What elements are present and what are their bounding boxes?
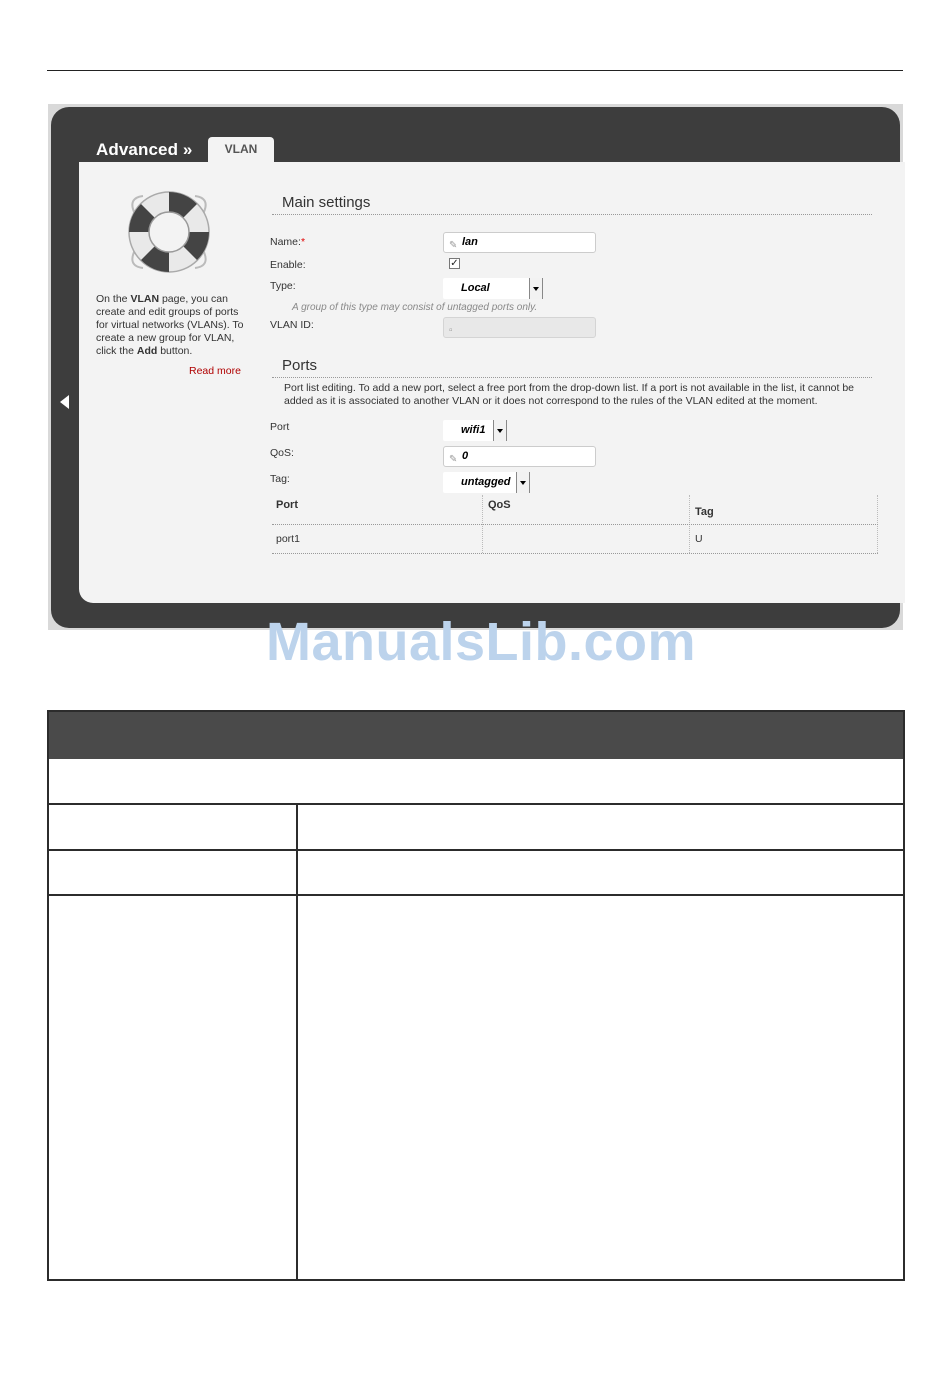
help-text-part: On the bbox=[96, 293, 131, 305]
table-row-border bbox=[49, 803, 903, 805]
content-panel bbox=[79, 162, 905, 603]
tag-label: Tag: bbox=[270, 473, 290, 485]
qos-input-value: 0 bbox=[462, 450, 469, 462]
port-label: Port bbox=[270, 421, 290, 433]
name-input[interactable] bbox=[443, 232, 596, 253]
table-column-border bbox=[296, 803, 298, 1281]
qos-label: QoS: bbox=[270, 447, 294, 459]
qos-input[interactable] bbox=[443, 446, 596, 467]
name-label bbox=[270, 236, 305, 248]
enable-label: Enable: bbox=[270, 259, 306, 271]
name-label-text: Name: bbox=[270, 236, 301, 248]
pencil-icon: ✎ bbox=[449, 454, 458, 465]
breadcrumb-advanced[interactable]: Advanced » bbox=[96, 140, 193, 159]
ports-description: Port list editing. To add a new port, select a free port from the drop-down list. If a port is not available in the list, it cannot be added as it is associated to another VLAN or it does not correspond to the rules of the VLAN edited at the moment. bbox=[284, 382, 855, 407]
window-frame bbox=[51, 107, 900, 628]
help-text-part: page, you can create and edit groups of ports for virtual networks (VLANs). To create a new group for VLAN, click the bbox=[96, 293, 244, 357]
table-header-tag: Tag bbox=[695, 506, 714, 518]
read-more-link[interactable]: Read more bbox=[189, 365, 241, 377]
watermark: ManualsLib.com bbox=[266, 612, 697, 672]
parameters-table bbox=[47, 710, 905, 1281]
chevron-down-icon bbox=[516, 472, 530, 493]
port-select[interactable] bbox=[443, 420, 507, 441]
table-row-divider bbox=[272, 553, 878, 554]
table-row-divider bbox=[272, 524, 878, 525]
tag-select[interactable] bbox=[443, 472, 530, 493]
section-divider bbox=[272, 377, 872, 378]
vlan-id-input[interactable] bbox=[443, 317, 596, 338]
type-select[interactable] bbox=[443, 278, 543, 299]
section-divider bbox=[272, 214, 872, 215]
table-cell-port: port1 bbox=[276, 533, 300, 545]
enable-checkbox[interactable]: ✓ bbox=[450, 258, 459, 269]
main-settings-title: Main settings bbox=[282, 194, 371, 211]
chevron-down-icon bbox=[493, 420, 507, 441]
lifebuoy-icon bbox=[121, 184, 217, 280]
tab-vlan[interactable]: VLAN bbox=[208, 137, 274, 163]
type-hint: A group of this type may consist of untagged ports only. bbox=[292, 302, 538, 313]
help-add-keyword: Add bbox=[136, 345, 158, 357]
pencil-icon: ✎ bbox=[449, 240, 458, 251]
chevron-down-icon bbox=[529, 278, 543, 299]
back-arrow-icon[interactable] bbox=[60, 395, 69, 409]
required-marker: * bbox=[300, 236, 306, 248]
table-header-qos: QoS bbox=[488, 499, 511, 511]
port-select-value: wifi1 bbox=[461, 424, 486, 436]
table-cell-tag: U bbox=[695, 533, 703, 545]
help-vlan-keyword: VLAN bbox=[130, 293, 160, 305]
table-row-border bbox=[49, 849, 903, 851]
help-text-part: button. bbox=[157, 345, 193, 357]
name-input-value: lan bbox=[462, 236, 478, 248]
vlan-id-label: VLAN ID: bbox=[270, 319, 314, 331]
type-select-value: Local bbox=[461, 282, 490, 294]
pencil-icon: ▫ bbox=[449, 325, 453, 336]
table-row-border bbox=[49, 894, 903, 896]
vlan-screenshot bbox=[48, 104, 903, 630]
ports-title: Ports bbox=[282, 357, 318, 374]
parameters-table-header bbox=[49, 712, 903, 759]
tag-select-value: untagged bbox=[461, 476, 511, 488]
table-header-port: Port bbox=[276, 499, 298, 511]
type-label: Type: bbox=[270, 280, 296, 292]
help-text bbox=[96, 293, 251, 358]
page-top-rule bbox=[47, 70, 903, 71]
